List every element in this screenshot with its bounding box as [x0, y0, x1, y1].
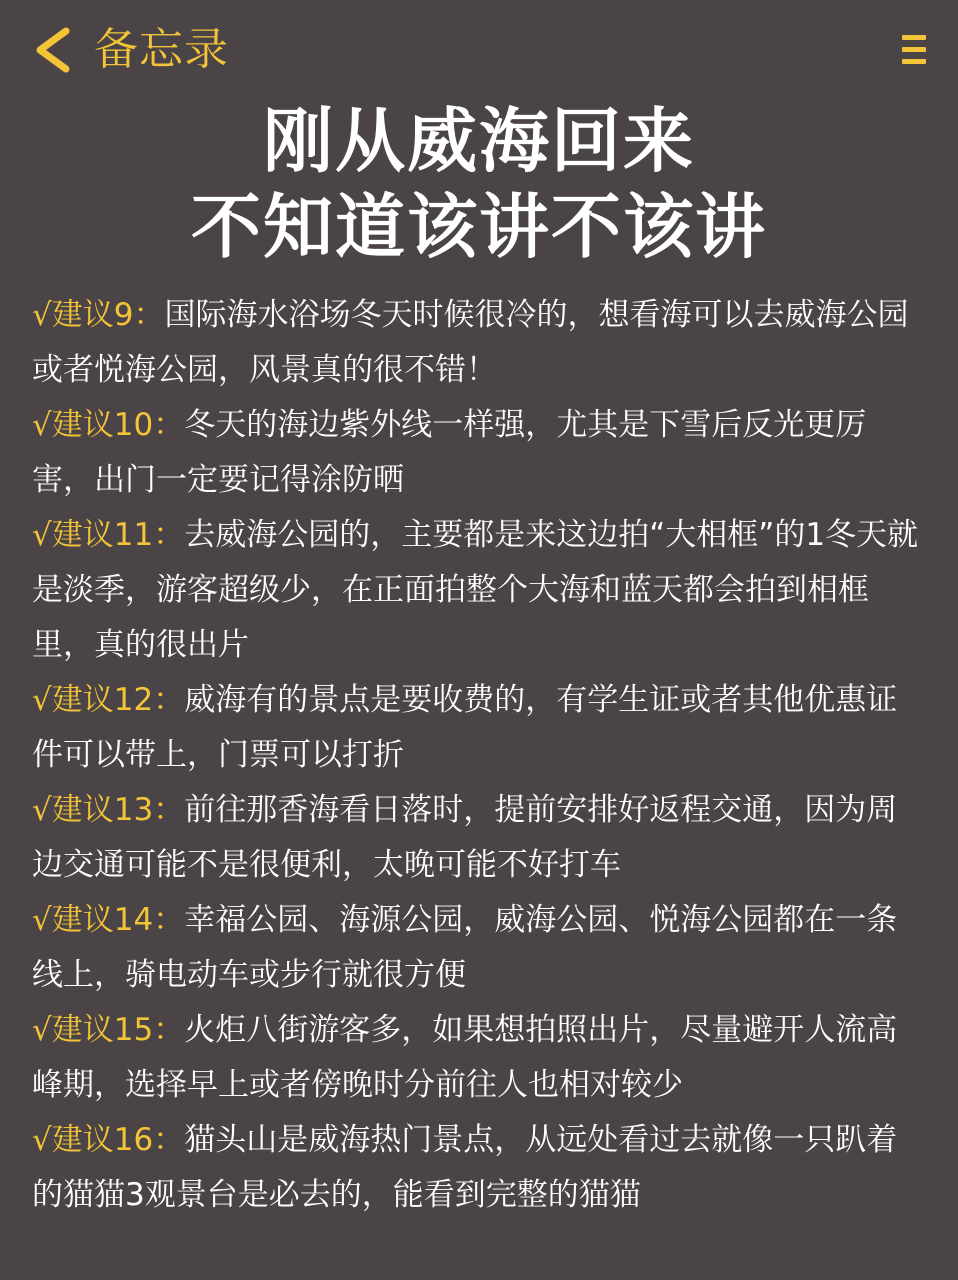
tips-list: [32, 288, 928, 1223]
tip-text: 幸福公园、海源公园，威海公园、悦海公园都在一条线上，骑电动车或步行就很方便: [32, 902, 898, 993]
title-line-2: 不知道该讲不该讲: [191, 186, 767, 268]
chevron-left-icon: [28, 23, 74, 77]
tip-text: 冬天的海边紫外线一样强，尤其是下雪后反光更厉害，出门一定要记得涂防晒: [32, 407, 867, 498]
tip-number: √建议16：: [32, 1122, 185, 1158]
tip-item: [32, 398, 928, 508]
tip-number: √建议13：: [32, 792, 185, 828]
page-title: [0, 98, 958, 270]
tip-text: 猫头山是威海热门景点，从远处看过去就像一只趴着的猫猫3观景台是必去的，能看到完整的猫猫: [32, 1122, 898, 1213]
tip-item: [32, 288, 928, 398]
tip-text: 威海有的景点是要收费的，有学生证或者其他优惠证件可以带上，门票可以打折: [32, 682, 898, 773]
tip-text: 前往那香海看日落时，提前安排好返程交通，因为周边交通可能不是很便利，太晚可能不好打车: [32, 792, 898, 883]
tip-number: √建议14：: [32, 902, 185, 938]
tip-number: √建议10：: [32, 407, 185, 443]
tip-item: [32, 1003, 928, 1113]
tip-number: √建议11：: [32, 517, 185, 553]
tip-item: [32, 1113, 928, 1223]
tip-item: [32, 783, 928, 893]
back-button[interactable]: [28, 22, 229, 78]
tip-item: [32, 893, 928, 1003]
tip-item: [32, 673, 928, 783]
tip-text: 国际海水浴场冬天时候很冷的，想看海可以去威海公园或者悦海公园，风景真的很不错！: [32, 297, 909, 388]
tip-text: 去威海公园的，主要都是来这边拍“大相框”的1冬天就是淡季，游客超级少，在正面拍整个大海和蓝天都会拍到相框里，真的很出片: [32, 517, 919, 663]
back-label: 备忘录: [94, 24, 229, 75]
tip-number: √建议12：: [32, 682, 185, 718]
title-line-1: 刚从威海回来: [263, 100, 695, 182]
menu-button[interactable]: [898, 32, 932, 68]
tip-number: √建议15：: [32, 1012, 185, 1048]
top-navigation-bar: [0, 0, 958, 100]
tip-number: √建议9：: [32, 297, 165, 333]
tip-text: 火炬八街游客多，如果想拍照出片，尽量避开人流高峰期，选择早上或者傍晚时分前往人也相对较少: [32, 1012, 898, 1103]
tip-item: [32, 508, 928, 673]
